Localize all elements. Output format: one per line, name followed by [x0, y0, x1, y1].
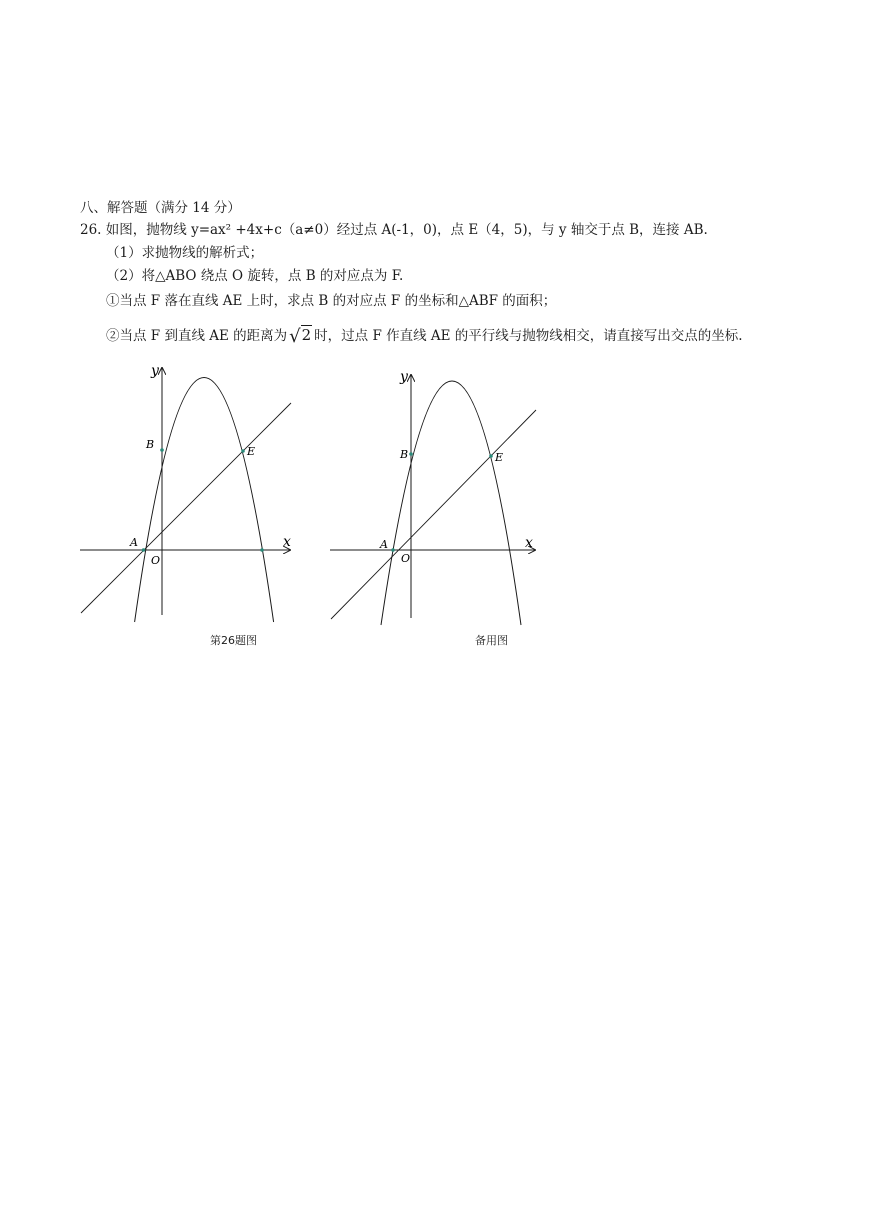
problem-stem-text: 如图，抛物线 y=ax² +4x+c（a≠0）经过点 A(-1，0)，点 E（4，5)，与 y 轴交于点 B，连接 AB. [105, 222, 708, 238]
point-b-marker [160, 448, 164, 452]
label-e: E [495, 451, 504, 464]
sqrt-radicand: 2 [301, 326, 312, 344]
label-e: E [247, 445, 256, 458]
label-x: x [283, 534, 291, 550]
point-e-marker [489, 454, 493, 458]
section-title: 八、解答题（满分 14 分） [80, 200, 241, 216]
label-a: A [380, 538, 388, 551]
point-e-marker [241, 449, 245, 453]
label-o: O [401, 552, 411, 565]
label-b: B [146, 438, 155, 451]
figure-main-caption: 第26题图 [210, 634, 257, 647]
parabola [135, 378, 274, 623]
point-b-marker [409, 452, 413, 456]
point-a-marker [142, 548, 146, 552]
radical-sign-icon: √ [289, 326, 301, 347]
sub-question-1: ①当点 F 落在直线 AE 上时，求点 B 的对应点 F 的坐标和△ABF 的面积； [106, 293, 557, 309]
figure-spare [325, 363, 555, 628]
part-1: （1）求抛物线的解析式； [106, 245, 264, 261]
label-x: x [525, 535, 533, 551]
label-y: y [151, 363, 159, 379]
label-b: B [400, 448, 409, 461]
parabola [381, 381, 521, 625]
label-a: A [130, 536, 138, 549]
point-a-marker [391, 548, 395, 552]
figure-main [75, 360, 305, 625]
figure-spare-caption: 备用图 [475, 634, 508, 647]
sub-question-2-after: 时，过点 F 作直线 AE 的平行线与抛物线相交，请直接写出交点的坐标. [314, 328, 743, 344]
problem-stem [80, 221, 708, 239]
line-ae [331, 410, 536, 619]
sqrt-expression [289, 326, 312, 346]
line-ae [81, 403, 291, 613]
label-y: y [400, 369, 408, 385]
sub-question-2 [106, 326, 743, 346]
sub-question-2-before: ②当点 F 到直线 AE 的距离为 [106, 328, 288, 344]
root-marker [260, 548, 264, 552]
part-2: （2）将△ABO 绕点 O 旋转，点 B 的对应点为 F. [106, 268, 404, 284]
label-o: O [151, 554, 161, 567]
problem-number: 26. [80, 222, 102, 238]
